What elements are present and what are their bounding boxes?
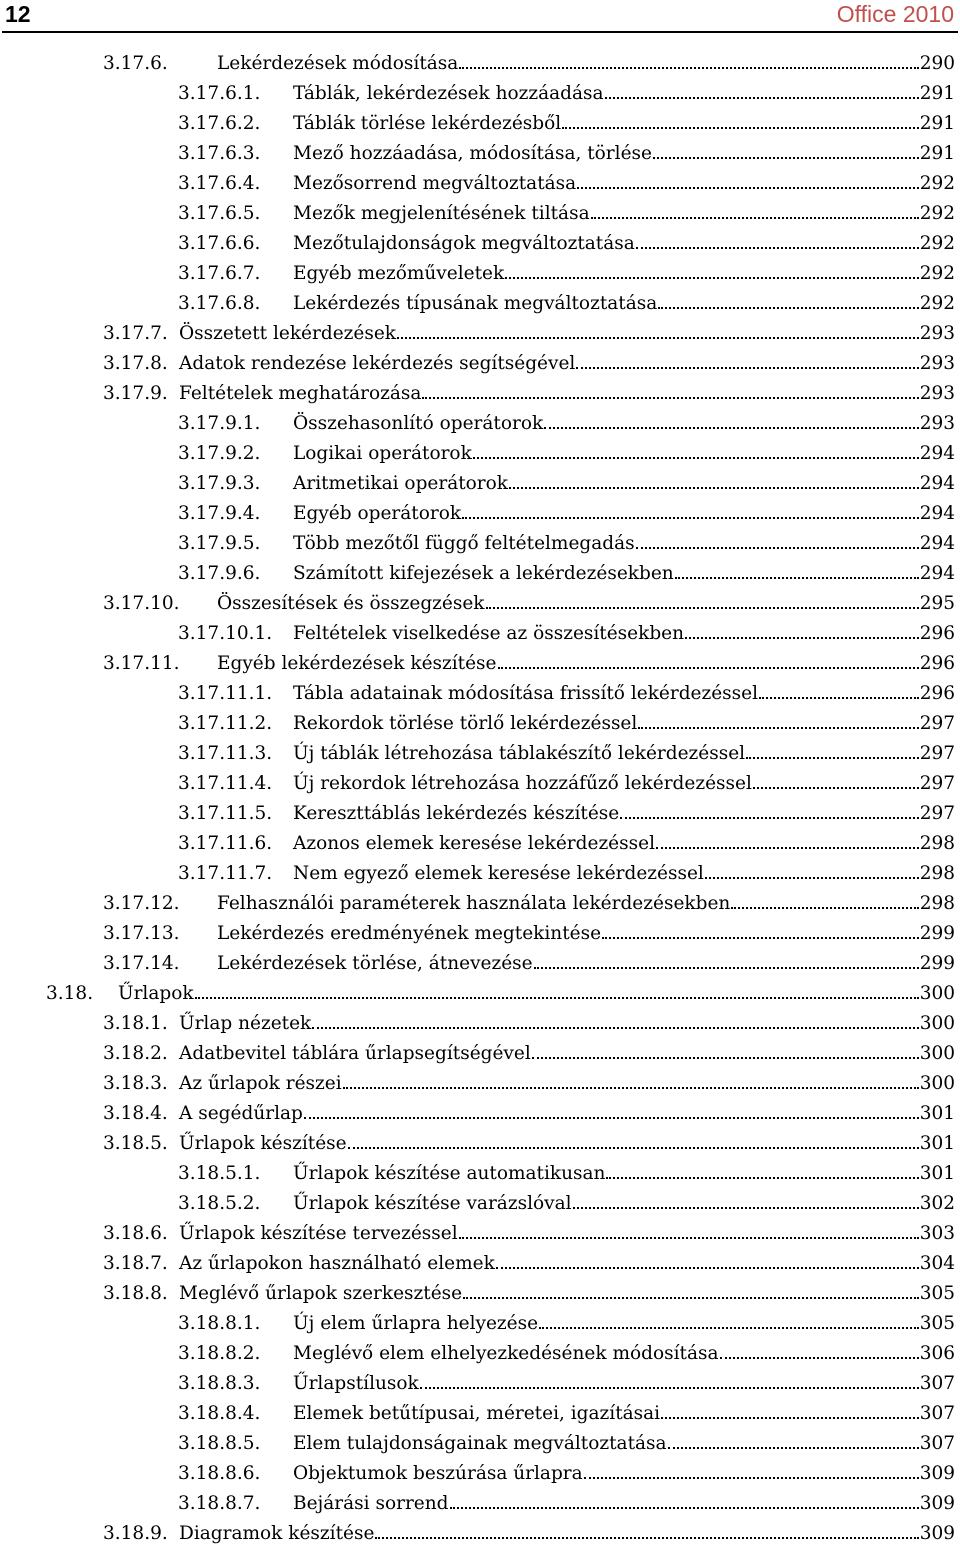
toc-entry[interactable] (103, 944, 955, 974)
toc-dot-leader (544, 412, 918, 434)
toc-entry-number: 3.17.9.4. (178, 503, 261, 524)
toc-entry-title: Aritmetikai operátorok (293, 473, 508, 494)
toc-dot-leader (343, 1072, 919, 1094)
toc-entry-number: 3.17.6.5. (178, 203, 261, 224)
toc-entry-title: Egyéb lekérdezések készítése (217, 653, 497, 674)
toc-entry-page: 293 (919, 353, 955, 374)
toc-entry-page: 301 (919, 1133, 955, 1154)
toc-dot-leader (656, 832, 919, 854)
toc-entry[interactable] (178, 524, 955, 554)
toc-entry-page: 297 (919, 713, 955, 734)
toc-entry[interactable] (178, 104, 955, 134)
toc-entry-title: Űrlapstílusok (293, 1373, 419, 1394)
toc-entry-number: 3.17.6.8. (178, 293, 261, 314)
toc-entry-number: 3.17.6. (103, 53, 168, 74)
toc-entry-title: Kereszttáblás lekérdezés készítése (293, 803, 620, 824)
toc-entry-number: 3.17.6.1. (178, 83, 261, 104)
toc-entry-title: Űrlapok készítése varázslóval (293, 1193, 572, 1214)
toc-entry-title: Összesítések és összegzések (217, 593, 485, 614)
toc-entry[interactable] (178, 1184, 955, 1214)
toc-entry[interactable] (178, 614, 955, 644)
toc-entry-number: 3.17.9.5. (178, 533, 261, 554)
toc-entry-page: 302 (919, 1193, 955, 1214)
toc-entry-number: 3.17.9.1. (178, 413, 261, 434)
toc-dot-leader (576, 352, 918, 374)
toc-dot-leader (505, 262, 919, 284)
toc-entry-title: Nem egyező elemek keresése lekérdezéssel (293, 863, 704, 884)
toc-entry-title: Az űrlapok részei (179, 1073, 342, 1094)
toc-entry[interactable] (178, 194, 955, 224)
toc-entry[interactable] (103, 644, 955, 674)
toc-entry-page: 309 (919, 1463, 955, 1484)
toc-entry-title: A segédűrlap (179, 1103, 303, 1124)
toc-entry[interactable] (103, 1034, 955, 1064)
toc-entry[interactable] (103, 1274, 955, 1304)
toc-entry-page: 301 (919, 1103, 955, 1124)
toc-entry-number: 3.18.8.3. (178, 1373, 261, 1394)
toc-entry-title: Azonos elemek keresése lekérdezéssel (293, 833, 655, 854)
toc-dot-leader (577, 172, 919, 194)
toc-dot-leader (606, 1162, 918, 1184)
toc-entry-number: 3.17.14. (103, 953, 180, 974)
toc-dot-leader (573, 1192, 919, 1214)
toc-entry[interactable] (178, 404, 955, 434)
toc-entry-page: 291 (919, 113, 955, 134)
toc-entry-title: Tábla adatainak módosítása frissítő lekérdezéssel (293, 683, 759, 704)
toc-entry[interactable] (103, 1094, 955, 1124)
toc-entry-number: 3.18.9. (103, 1523, 168, 1544)
toc-entry[interactable] (103, 44, 955, 74)
toc-entry[interactable] (178, 434, 955, 464)
toc-entry-title: Új táblák létrehozása táblakészítő lekérdezéssel (293, 743, 746, 764)
toc-dot-leader (620, 802, 918, 824)
toc-entry-page: 309 (919, 1493, 955, 1514)
toc-entry-title: Űrlapok (118, 983, 194, 1004)
toc-dot-leader (685, 622, 919, 644)
toc-entry-number: 3.18.8.5. (178, 1433, 261, 1454)
toc-dot-leader (459, 1222, 919, 1244)
toc-dot-leader (304, 1102, 919, 1124)
toc-entry-title: Számított kifejezések a lekérdezésekben (293, 563, 674, 584)
toc-entry-page: 292 (919, 263, 955, 284)
toc-entry[interactable] (178, 164, 955, 194)
toc-entry[interactable] (178, 284, 955, 314)
toc-dot-leader (450, 1492, 919, 1514)
toc-dot-leader (658, 292, 918, 314)
toc-entry-page: 300 (919, 983, 955, 1004)
header-rule (2, 31, 958, 33)
toc-entry-title: Lekérdezések módosítása (217, 53, 459, 74)
toc-entry-page: 304 (919, 1253, 955, 1274)
book-title: Office 2010 (836, 1, 954, 27)
toc-entry-number: 3.17.9.6. (178, 563, 261, 584)
toc-entry-number: 3.17.7. (103, 323, 168, 344)
toc-entry-number: 3.18.5. (103, 1133, 168, 1154)
toc-entry-page: 293 (919, 383, 955, 404)
toc-entry-number: 3.17.11.5. (178, 803, 273, 824)
toc-entry[interactable] (103, 1214, 955, 1244)
toc-entry-title: Több mezőtől függő feltételmegadás (293, 533, 635, 554)
toc-entry-page: 299 (919, 953, 955, 974)
toc-dot-leader (498, 652, 919, 674)
toc-entry[interactable] (46, 974, 955, 1004)
toc-entry-title: Mezőtulajdonságok megváltoztatása (293, 233, 635, 254)
toc-entry-title: Bejárási sorrend (293, 1493, 449, 1514)
toc-entry-title: Diagramok készítése (179, 1523, 375, 1544)
toc-entry-page: 309 (919, 1523, 955, 1544)
toc-entry-title: Mezők megjelenítésének tiltása (293, 203, 590, 224)
toc-entry-page: 292 (919, 203, 955, 224)
toc-entry[interactable] (178, 704, 955, 734)
toc-entry-title: Lekérdezések törlése, átnevezése (217, 953, 533, 974)
toc-entry-number: 3.18.8.7. (178, 1493, 261, 1514)
toc-dot-leader (720, 1342, 919, 1364)
toc-dot-leader (397, 322, 919, 344)
toc-entry-title: Lekérdezés típusának megváltoztatása (293, 293, 658, 314)
toc-entry-number: 3.17.11. (103, 653, 180, 674)
toc-dot-leader (605, 82, 919, 104)
toc-entry[interactable] (103, 884, 955, 914)
toc-dot-leader (753, 772, 919, 794)
toc-dot-leader (562, 112, 919, 134)
toc-entry[interactable] (178, 74, 955, 104)
toc-dot-leader (486, 592, 919, 614)
toc-entry[interactable] (178, 1484, 955, 1514)
toc-dot-leader (509, 472, 919, 494)
toc-dot-leader (420, 1372, 919, 1394)
toc-entry-page: 296 (919, 623, 955, 644)
toc-entry[interactable] (103, 314, 955, 344)
toc-entry-page: 296 (919, 653, 955, 674)
toc-dot-leader (312, 1012, 918, 1034)
toc-entry-page: 307 (919, 1373, 955, 1394)
toc-dot-leader (661, 1402, 919, 1424)
toc-entry-page: 295 (919, 593, 955, 614)
toc-dot-leader (462, 502, 919, 524)
toc-entry[interactable] (103, 1064, 955, 1094)
toc-entry-number: 3.18. (46, 983, 94, 1004)
toc-dot-leader (459, 52, 918, 74)
toc-entry-page: 292 (919, 173, 955, 194)
toc-entry-title: Űrlap nézetek (179, 1013, 312, 1034)
toc-entry-number: 3.17.11.4. (178, 773, 273, 794)
toc-entry-number: 3.17.11.3. (178, 743, 273, 764)
toc-entry-number: 3.17.10.1. (178, 623, 273, 644)
toc-entry-number: 3.17.11.7. (178, 863, 273, 884)
toc-entry-page: 300 (919, 1013, 955, 1034)
toc-entry-number: 3.18.8.4. (178, 1403, 261, 1424)
toc-entry[interactable] (103, 1124, 955, 1154)
toc-entry-page: 292 (919, 233, 955, 254)
toc-entry-page: 291 (919, 143, 955, 164)
toc-dot-leader (591, 202, 919, 224)
toc-entry[interactable] (103, 344, 955, 374)
toc-entry[interactable] (178, 254, 955, 284)
toc-entry-page: 290 (919, 53, 955, 74)
toc-dot-leader (636, 232, 919, 254)
toc-entry-page: 291 (919, 83, 955, 104)
toc-entry-title: Űrlapok készítése (179, 1133, 347, 1154)
toc-entry-number: 3.17.10. (103, 593, 180, 614)
toc-entry-number: 3.17.12. (103, 893, 180, 914)
toc-entry-page: 298 (919, 833, 955, 854)
toc-dot-leader (731, 892, 918, 914)
toc-entry-number: 3.17.6.3. (178, 143, 261, 164)
toc-entry[interactable] (103, 914, 955, 944)
toc-entry-title: Logikai operátorok (293, 443, 472, 464)
toc-entry-page: 307 (919, 1403, 955, 1424)
toc-dot-leader (653, 142, 919, 164)
toc-dot-leader (759, 682, 919, 704)
toc-entry-number: 3.18.5.2. (178, 1193, 261, 1214)
toc-entry-page: 305 (919, 1283, 955, 1304)
toc-entry-number: 3.17.13. (103, 923, 180, 944)
toc-entry-page: 297 (919, 803, 955, 824)
toc-entry-number: 3.18.7. (103, 1253, 168, 1274)
toc-entry-title: Egyéb mezőműveletek (293, 263, 505, 284)
toc-entry-title: Objektumok beszúrása űrlapra (293, 1463, 583, 1484)
toc-entry[interactable] (178, 794, 955, 824)
toc-entry[interactable] (178, 734, 955, 764)
toc-entry-page: 292 (919, 293, 955, 314)
toc-entry[interactable] (178, 1454, 955, 1484)
toc-entry[interactable] (178, 464, 955, 494)
toc-entry-number: 3.17.11.6. (178, 833, 273, 854)
toc-entry-title: Feltételek viselkedése az összesítésekben (293, 623, 685, 644)
toc-entry-number: 3.18.6. (103, 1223, 168, 1244)
toc-entry-number: 3.17.11.2. (178, 713, 273, 734)
toc-entry-number: 3.18.3. (103, 1073, 168, 1094)
toc-entry-number: 3.18.8.2. (178, 1343, 261, 1364)
toc-entry[interactable] (178, 1364, 955, 1394)
toc-entry[interactable] (178, 824, 955, 854)
toc-dot-leader (584, 1462, 919, 1484)
toc-entry-number: 3.18.8.6. (178, 1463, 261, 1484)
toc-entry-page: 293 (919, 323, 955, 344)
toc-entry-title: Elemek betűtípusai, méretei, igazításai (293, 1403, 661, 1424)
toc-dot-leader (668, 1432, 919, 1454)
toc-dot-leader (675, 562, 919, 584)
toc-entry[interactable] (103, 1514, 955, 1544)
toc-entry-title: Adatbevitel táblára űrlapsegítségével (179, 1043, 531, 1064)
toc-entry-number: 3.17.6.2. (178, 113, 261, 134)
toc-entry-page: 293 (919, 413, 955, 434)
toc-entry-page: 306 (919, 1343, 955, 1364)
toc-dot-leader (348, 1132, 919, 1154)
toc-entry[interactable] (103, 1004, 955, 1034)
toc-entry-number: 3.18.1. (103, 1013, 168, 1034)
toc-entry-page: 294 (919, 443, 955, 464)
toc-entry-page: 294 (919, 503, 955, 524)
toc-entry-number: 3.17.11.1. (178, 683, 273, 704)
toc-entry[interactable] (178, 554, 955, 584)
toc-entry-number: 3.17.9.3. (178, 473, 261, 494)
toc-dot-leader (705, 862, 919, 884)
toc-dot-leader (534, 952, 919, 974)
toc-entry-title: Űrlapok készítése tervezéssel (179, 1223, 458, 1244)
toc-entry-number: 3.17.9. (103, 383, 168, 404)
toc-entry-number: 3.18.2. (103, 1043, 168, 1064)
toc-dot-leader (539, 1312, 919, 1334)
toc-entry-title: Összehasonlító operátorok (293, 413, 544, 434)
toc-dot-leader (195, 982, 919, 1004)
toc-entry[interactable] (178, 1424, 955, 1454)
toc-entry-title: Összetett lekérdezések (179, 323, 396, 344)
toc-dot-leader (602, 922, 919, 944)
toc-entry-number: 3.18.8.1. (178, 1313, 261, 1334)
toc-entry[interactable] (103, 1244, 955, 1274)
toc-entry-page: 294 (919, 533, 955, 554)
toc-entry-number: 3.18.4. (103, 1103, 168, 1124)
toc-dot-leader (638, 712, 918, 734)
toc-dot-leader (422, 382, 918, 404)
toc-entry-title: Rekordok törlése törlő lekérdezéssel (293, 713, 638, 734)
toc-entry-title: Adatok rendezése lekérdezés segítségével (179, 353, 576, 374)
toc-entry[interactable] (178, 1154, 955, 1184)
toc-entry[interactable] (178, 764, 955, 794)
toc-dot-leader (375, 1522, 918, 1544)
toc-dot-leader (532, 1042, 919, 1064)
toc-entry-title: Meglévő elem elhelyezkedésének módosítása (293, 1343, 719, 1364)
toc-entry[interactable] (178, 224, 955, 254)
toc-entry-title: Az űrlapokon használható elemek (179, 1253, 495, 1274)
toc-entry-page: 300 (919, 1043, 955, 1064)
toc-entry-title: Lekérdezés eredményének megtekintése (217, 923, 602, 944)
toc-dot-leader (636, 532, 919, 554)
toc-entry[interactable] (103, 374, 955, 404)
toc-entry-page: 296 (919, 683, 955, 704)
toc-entry-title: Elem tulajdonságainak megváltoztatása (293, 1433, 667, 1454)
toc-dot-leader (746, 742, 919, 764)
toc-entry[interactable] (178, 1304, 955, 1334)
toc-entry-title: Új rekordok létrehozása hozzáfűző lekérdezéssel (293, 773, 752, 794)
toc-entry[interactable] (178, 494, 955, 524)
toc-entry[interactable] (178, 134, 955, 164)
toc-entry-title: Feltételek meghatározása (179, 383, 422, 404)
toc-entry-page: 299 (919, 923, 955, 944)
toc-entry-page: 298 (919, 863, 955, 884)
toc-entry-page: 294 (919, 563, 955, 584)
toc-entry-page: 297 (919, 773, 955, 794)
toc-entry-page: 297 (919, 743, 955, 764)
toc-entry-number: 3.17.8. (103, 353, 168, 374)
page-number: 12 (5, 1, 31, 27)
toc-entry-number: 3.18.8. (103, 1283, 168, 1304)
toc-entry[interactable] (178, 854, 955, 884)
toc-entry-title: Mező hozzáadása, módosítása, törlése (293, 143, 652, 164)
toc-entry-page: 301 (919, 1163, 955, 1184)
toc-entry-number: 3.17.9.2. (178, 443, 261, 464)
toc-entry-title: Egyéb operátorok (293, 503, 462, 524)
page-header (0, 0, 960, 34)
toc-entry-page: 307 (919, 1433, 955, 1454)
toc-entry-page: 294 (919, 473, 955, 494)
toc-entry[interactable] (178, 1334, 955, 1364)
toc-dot-leader (473, 442, 919, 464)
toc-entry-title: Felhasználói paraméterek használata lekérdezésekben (217, 893, 731, 914)
toc-entry-page: 303 (919, 1223, 955, 1244)
toc-entry-title: Új elem űrlapra helyezése (293, 1313, 539, 1334)
toc-entry-title: Meglévő űrlapok szerkesztése (179, 1283, 463, 1304)
toc-entry-number: 3.17.6.7. (178, 263, 261, 284)
toc-entry-page: 298 (919, 893, 955, 914)
toc-entry[interactable] (103, 584, 955, 614)
toc-entry-title: Táblák törlése lekérdezésből (293, 113, 562, 134)
toc-entry-title: Táblák, lekérdezések hozzáadása (293, 83, 604, 104)
toc-entry[interactable] (178, 1394, 955, 1424)
toc-entry-page: 300 (919, 1073, 955, 1094)
toc-entry-number: 3.17.6.6. (178, 233, 261, 254)
toc-dot-leader (496, 1252, 919, 1274)
toc-entry-number: 3.17.6.4. (178, 173, 261, 194)
toc-entry-page: 305 (919, 1313, 955, 1334)
toc-entry-number: 3.18.5.1. (178, 1163, 261, 1184)
toc-entry-title: Űrlapok készítése automatikusan (293, 1163, 606, 1184)
toc-dot-leader (463, 1282, 919, 1304)
toc-entry[interactable] (178, 674, 955, 704)
toc-entry-title: Mezősorrend megváltoztatása (293, 173, 577, 194)
